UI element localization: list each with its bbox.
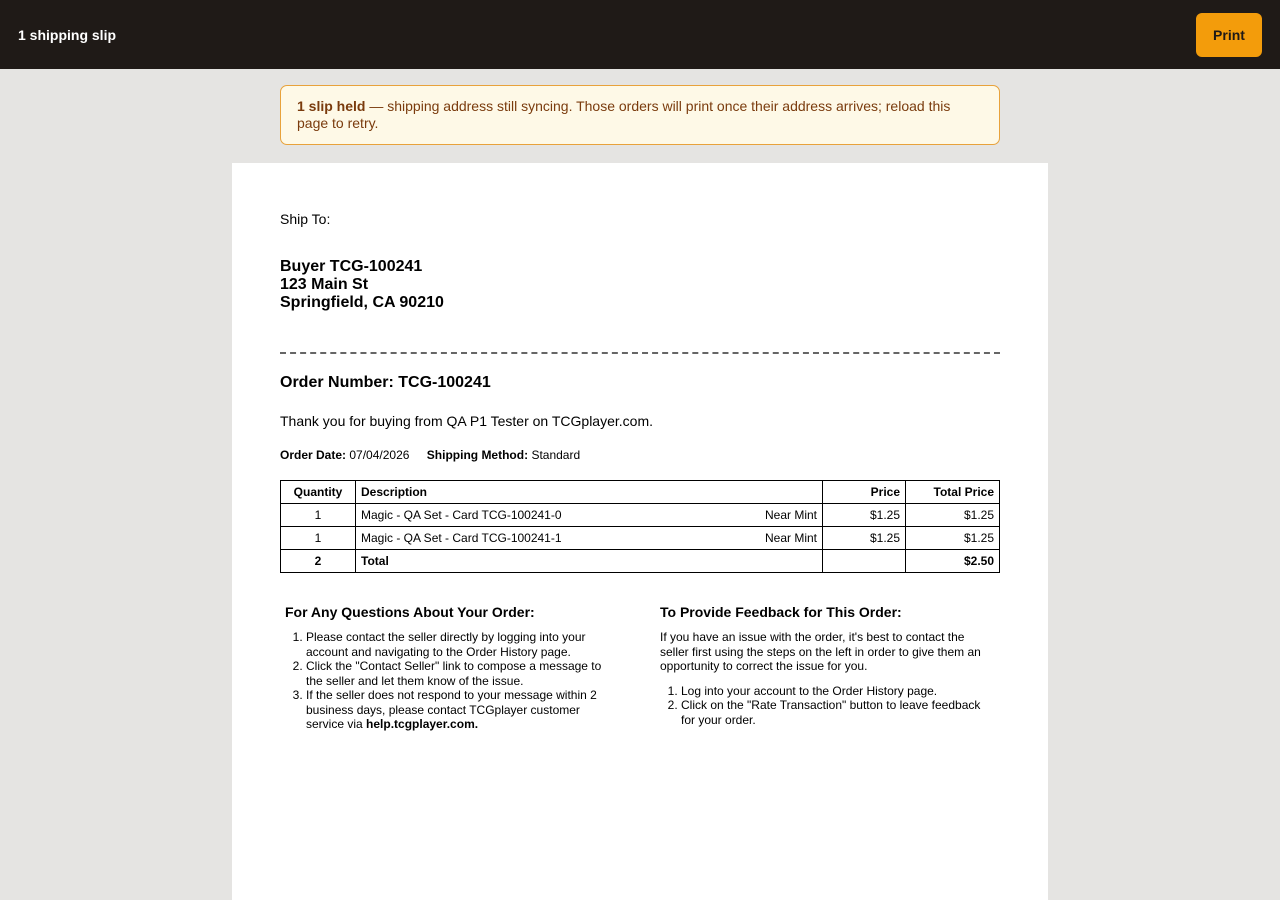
table-total-row (281, 550, 1000, 573)
table-row (281, 504, 1000, 527)
page-title: 1 shipping slip (18, 26, 117, 43)
ship-to-label: Ship To: (280, 211, 331, 227)
top-bar (0, 0, 1280, 69)
order-date: 07/04/2026 (349, 448, 410, 462)
list-item: 2. Click the "Contact Seller" link to compose a message to the seller and let them know of the issue. (306, 659, 610, 688)
col-header-price: Price (823, 481, 906, 504)
grand-total: $2.50 (906, 550, 1000, 573)
col-header-description: Description (356, 481, 823, 504)
col-header-quantity: Quantity (281, 481, 356, 504)
item-name: Magic - QA Set - Card TCG-100241-1 (361, 531, 562, 545)
dashed-divider (280, 352, 1000, 354)
address-street: 123 Main St (280, 276, 369, 293)
order-date-label: Order Date: (280, 448, 347, 462)
item-condition: Near Mint (764, 531, 817, 545)
print-button[interactable]: Print (1196, 13, 1262, 57)
table-header-row (281, 481, 1000, 504)
row-price: $1.25 (823, 527, 906, 550)
order-number: Order Number: TCG-100241 (280, 374, 491, 391)
warning-message: — shipping address still syncing. Those orders will print once their address arrives; reload this page to retry. (297, 98, 951, 131)
questions-section (285, 604, 610, 732)
list-item: 2. Click on the "Rate Transaction" button to leave feedback for your order. (681, 698, 990, 727)
col-header-total-price: Total Price (906, 481, 1000, 504)
questions-list (285, 630, 610, 732)
warning-strong-text: 1 slip held (297, 98, 366, 114)
help-link: help.tcgplayer.com. (366, 717, 479, 731)
row-quantity: 1 (281, 504, 356, 527)
row-description (356, 504, 823, 527)
address-city: Springfield, CA 90210 (280, 294, 444, 311)
held-slip-warning (280, 85, 1000, 145)
row-description (356, 527, 823, 550)
total-price-empty (823, 550, 906, 573)
shipping-method: Standard (531, 448, 581, 462)
feedback-heading: To Provide Feedback for This Order: (660, 604, 902, 620)
questions-heading: For Any Questions About Your Order: (285, 604, 535, 620)
list-item: 1. Please contact the seller directly by logging into your account and navigating to the Order History page. (306, 630, 610, 659)
row-price: $1.25 (823, 504, 906, 527)
item-name: Magic - QA Set - Card TCG-100241-0 (361, 508, 562, 522)
feedback-section (660, 604, 990, 727)
list-item (306, 688, 610, 732)
row-total: $1.25 (906, 527, 1000, 550)
feedback-list (660, 684, 990, 728)
table-row (281, 527, 1000, 550)
order-items-table (280, 480, 1000, 573)
order-meta (280, 448, 580, 462)
row-quantity: 1 (281, 527, 356, 550)
feedback-intro: If you have an issue with the order, it's best to contact the seller first using the steps on the left in order to give them an opportunity to correct the issue for you. (660, 630, 981, 673)
ship-to-address (280, 258, 444, 312)
shipping-method-label: Shipping Method: (426, 448, 529, 462)
thank-you-text: Thank you for buying from QA P1 Tester on TCGplayer.com. (280, 413, 653, 429)
list-item-text: If the seller does not respond to your message within 2 business days, please contact TCGplayer customer service via (306, 688, 597, 731)
address-name: Buyer TCG-100241 (280, 258, 423, 275)
item-condition: Near Mint (764, 508, 817, 522)
total-quantity: 2 (281, 550, 356, 573)
list-item: 1. Log into your account to the Order History page. (681, 684, 990, 699)
shipping-slip (232, 163, 1048, 900)
row-total: $1.25 (906, 504, 1000, 527)
total-label: Total (356, 550, 823, 573)
